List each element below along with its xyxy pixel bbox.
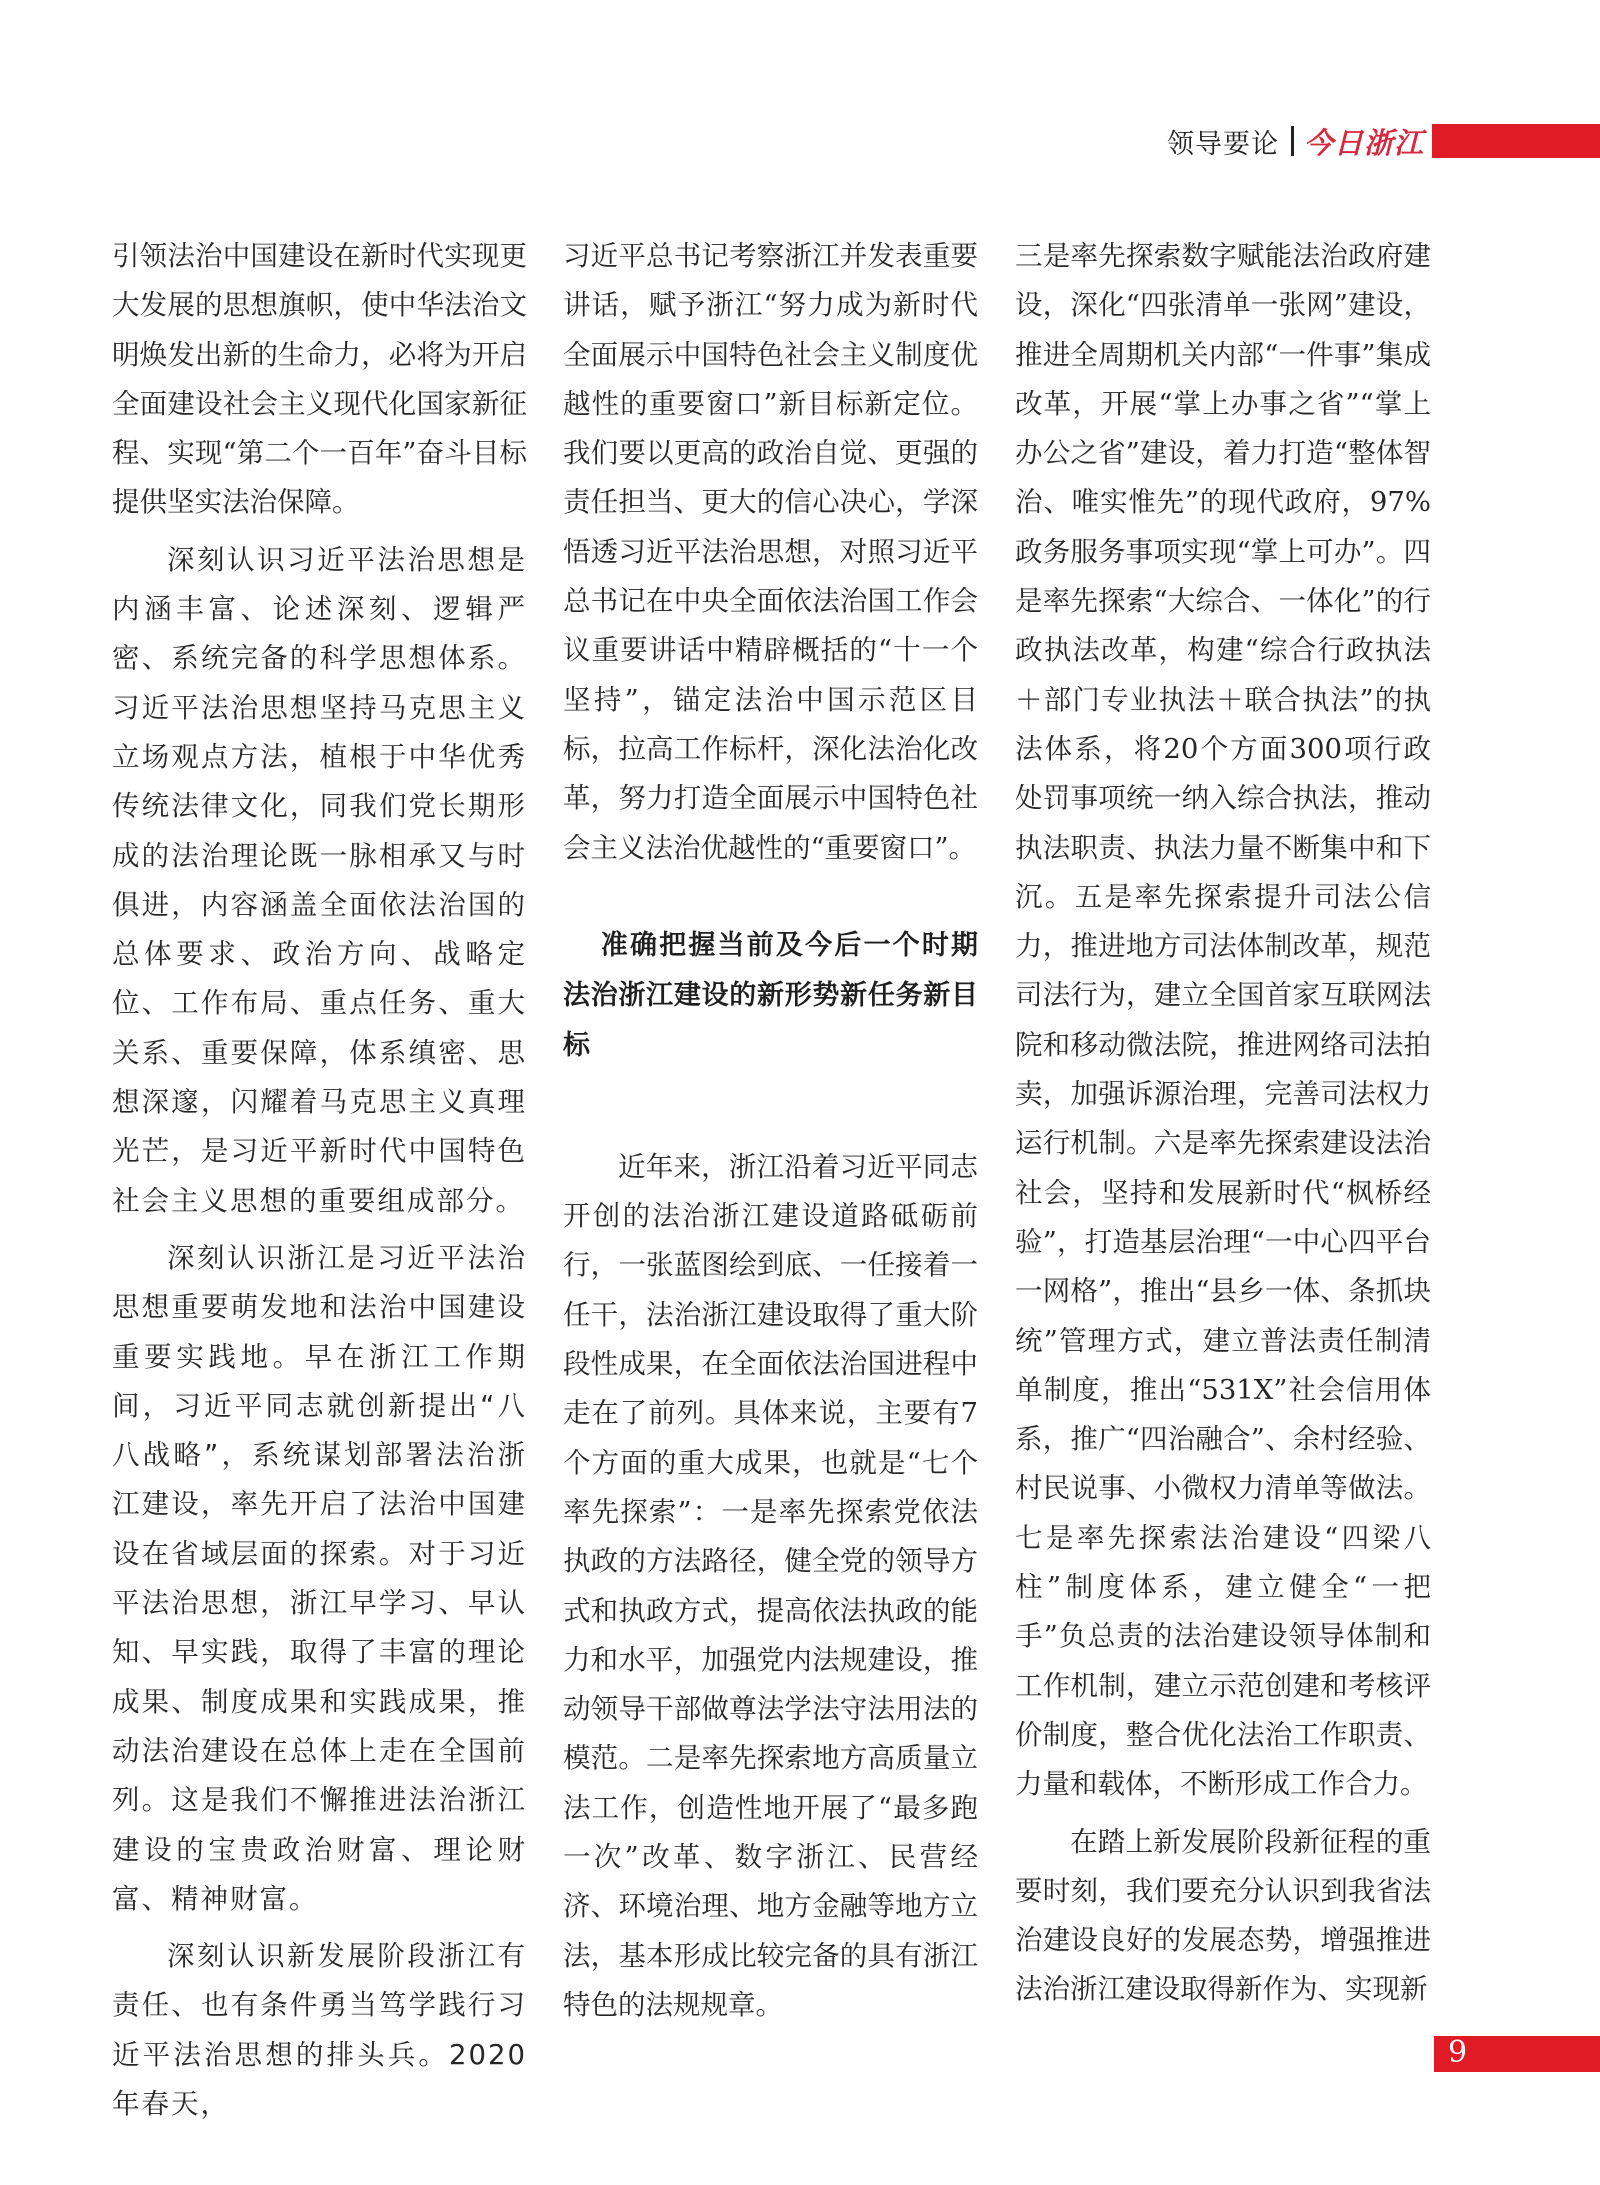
section-title: 领导要论 xyxy=(1166,128,1279,160)
page-number: 9 xyxy=(1448,2035,1468,2070)
header-divider xyxy=(1291,126,1294,156)
magazine-logo: 今日浙江 xyxy=(1303,125,1424,160)
article-paragraph: 三是率先探索数字赋能法治政府建设，深化“四张清单一张网”建设，推进全周期机关内部“一件事”集成改革，开展“掌上办事之省”“掌上办公之省”建设，着力打造“整体智治、唯实惟先”的现代政府，97%政务服务事项实现“掌上可办”。四是率先探索“大综合、一体化”的行政执法改革，构建“综合行政执法＋部门专业执法＋联合执法”的执法体系，将20个方面300项行政处罚事项统一纳入综合执法，推动执法职责、执法力量不断集中和下沉。五是率先探索提升司法公信力，推进地方司法体制改革，规范司法行为，建立全国首家互联网法院和移动微法院，推进网络司法拍卖，加强诉源治理，完善司法权力运行机制。六是率先探索建设法治社会，坚持和发展新时代“枫桥经验”，打造基层治理“一中心四平台一网格”，推出“县乡一体、条抓块统”管理方式，建立普法责任制清单制度，推出“531X”社会信用体系，推广“四治融合”、余村经验、村民说事、小微权力清单等做法。七是率先探索法治建设“四梁八柱”制度体系，建立健全“一把手”负总责的法治建设领导体制和工作机制，建立示范创建和考核评价制度，整合优化法治工作职责、力量和载体，不断形成工作合力。 xyxy=(1015,240,1431,1801)
article-column-1 xyxy=(112,232,527,2129)
article-paragraph: 深刻认识新发展阶段浙江有责任、也有条件勇当笃学践行习近平法治思想的排头兵。2020年春天， xyxy=(112,1940,527,2120)
article-paragraph: 深刻认识浙江是习近平法治思想重要萌发地和法治中国建设重要实践地。早在浙江工作期间，习近平同志就创新提出“八八战略”，系统谋划部署法治浙江建设，率先开启了法治中国建设在省域层面的探索。对于习近平法治思想，浙江早学习、早认知、早实践，取得了丰富的理论成果、制度成果和实践成果，推动法治建设在总体上走在全国前列。这是我们不懈推进法治浙江建设的宝贵政治财富、理论财富、精神财富。 xyxy=(112,1241,527,1915)
article-paragraph: 习近平总书记考察浙江并发表重要讲话，赋予浙江“努力成为新时代全面展示中国特色社会主义制度优越性的重要窗口”新目标新定位。我们要以更高的政治自觉、更强的责任担当、更大的信心决心，学深悟透习近平法治思想，对照习近平总书记在中央全面依法治国工作会议重要讲话中精辟概括的“十一个坚持”，锚定法治中国示范区目标，拉高工作标杆，深化法治化改革，努力打造全面展示中国特色社会主义法治优越性的“重要窗口”。 xyxy=(563,240,978,864)
article-paragraph: 在踏上新发展阶段新征程的重要时刻，我们要充分认识到我省法治建设良好的发展态势，增强推进法治浙江建设取得新作为、实现新 xyxy=(1015,1825,1431,2006)
article-paragraph: 近年来，浙江沿着习近平同志开创的法治浙江建设道路砥砺前行，一张蓝图绘到底、一任接着一任干，法治浙江建设取得了重大阶段性成果，在全面依法治国进程中走在了前列。具体来说，主要有7个方面的重大成果，也就是“七个率先探索”：一是率先探索党依法执政的方法路径，健全党的领导方式和执政方式，提高依法执政的能力和水平，加强党内法规建设，推动领导干部做尊法学法守法用法的模范。二是率先探索地方高质量立法工作，创造性地开展了“最多跑一次”改革、数字浙江、民营经济、环境治理、地方金融等地方立法，基本形成比较完备的具有浙江特色的法规规章。 xyxy=(563,1150,978,2021)
article-column-2 xyxy=(563,232,978,2030)
section-subheading: 准确把握当前及今后一个时期法治浙江建设的新形势新任务新目标 xyxy=(563,929,978,1061)
page-header xyxy=(1167,124,1600,158)
header-accent-bar xyxy=(1432,124,1600,158)
article-paragraph: 引领法治中国建设在新时代实现更大发展的思想旗帜，使中华法治文明焕发出新的生命力，必将为开启全面建设社会主义现代化国家新征程、实现“第二个一百年”奋斗目标提供坚实法治保障。 xyxy=(112,240,527,519)
article-paragraph: 深刻认识习近平法治思想是内涵丰富、论述深刻、逻辑严密、系统完备的科学思想体系。习近平法治思想坚持马克思主义立场观点方法，植根于中华优秀传统法律文化，同我们党长期形成的法治理论既一脉相承又与时俱进，内容涵盖全面依法治国的总体要求、政治方向、战略定位、工作布局、重点任务、重大关系、重要保障，体系缜密、思想深邃，闪耀着马克思主义真理光芒，是习近平新时代中国特色社会主义思想的重要组成部分。 xyxy=(112,543,527,1217)
article-column-3 xyxy=(1015,232,1431,2015)
